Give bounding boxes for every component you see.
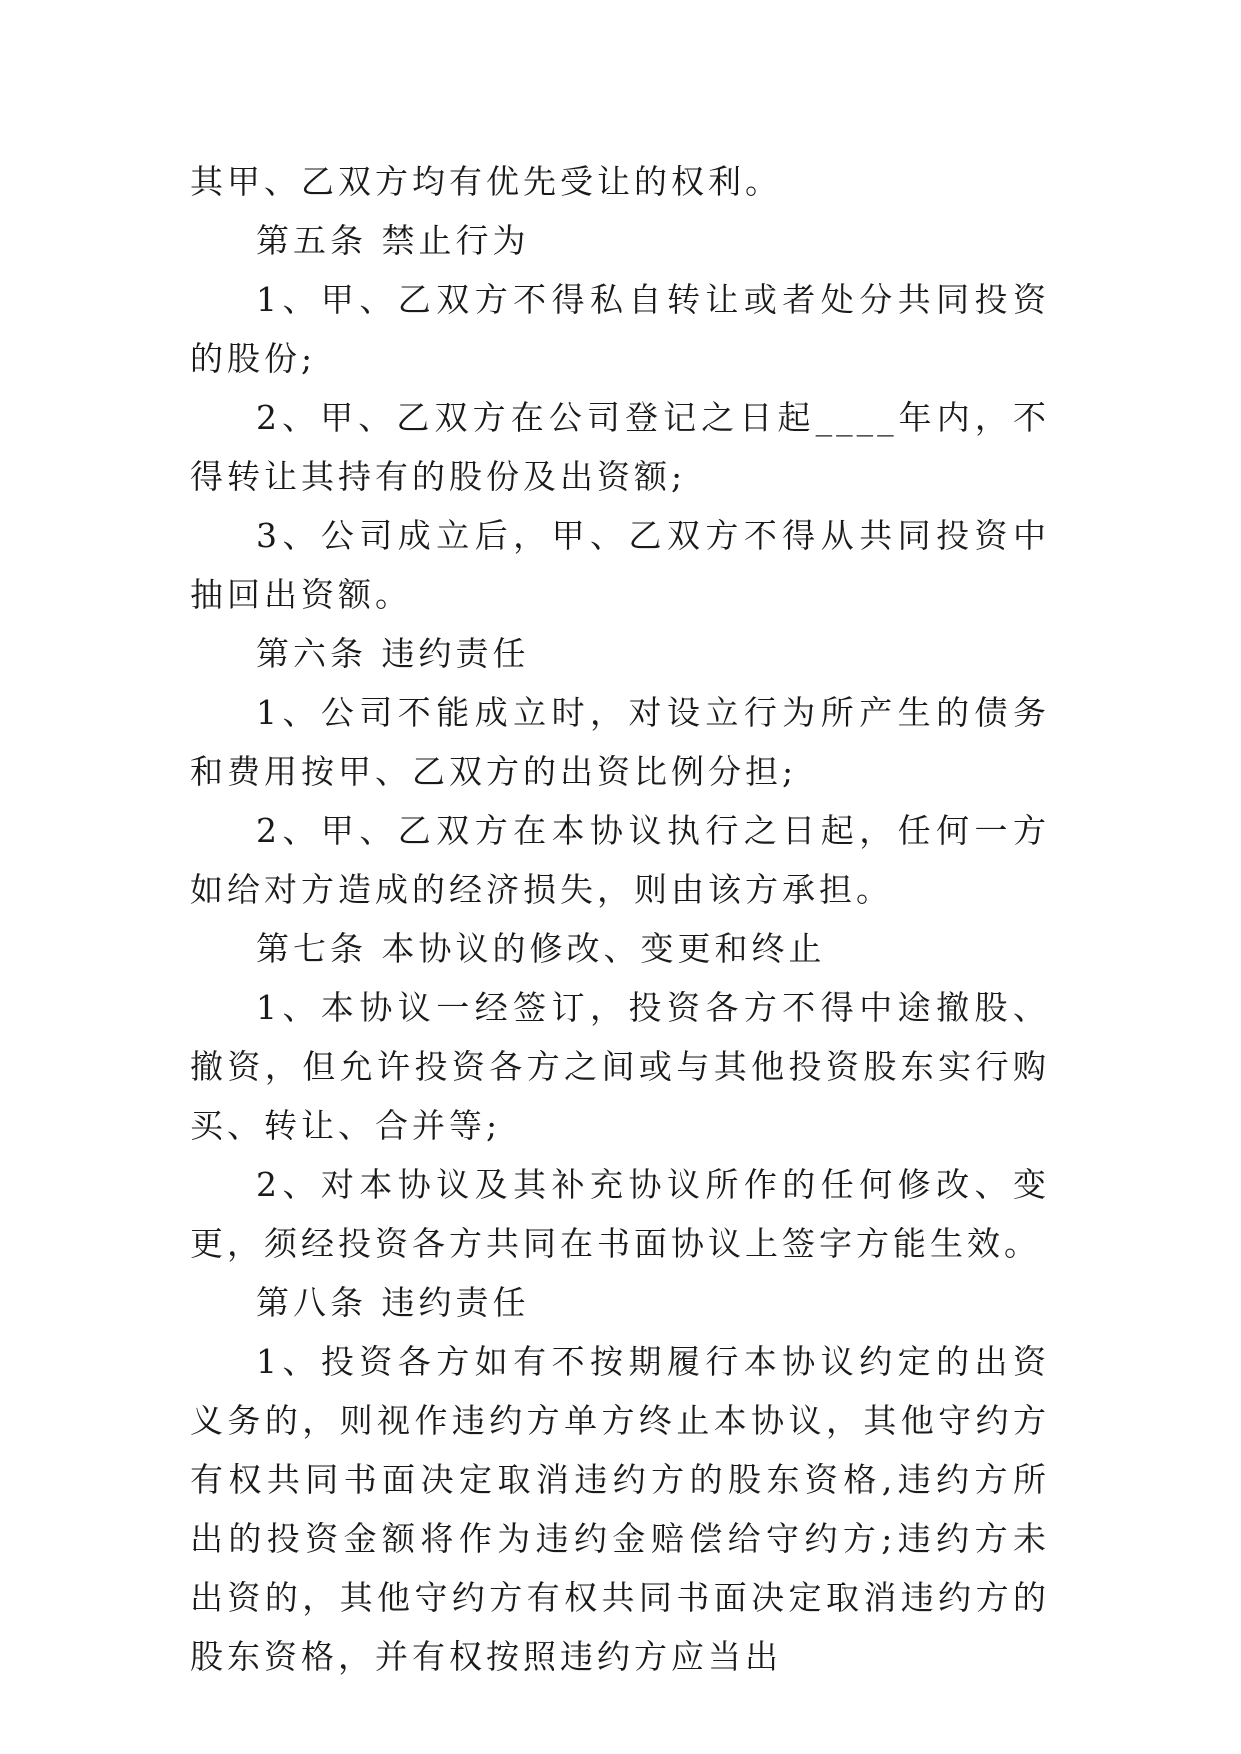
article-6-item-2: 2、甲、乙双方在本协议执行之日起，任何一方如给对方造成的经济损失，则由该方承担。 [190,811,1050,909]
paragraph-continuation: 其甲、乙双方均有优先受让的权利。 [190,162,782,201]
article-6-item-1: 1、公司不能成立时，对设立行为所产生的债务和费用按甲、乙双方的出资比例分担; [190,693,1050,791]
article-5-item-1: 1、甲、乙双方不得私自转让或者处分共同投资的股份; [190,280,1050,378]
article-7-item-1: 1、本协议一经签订，投资各方不得中途撤股、撤资，但允许投资各方之间或与其他投资股东实行购买、转让、合并等; [190,988,1050,1145]
article-6-heading: 第六条 违约责任 [256,634,530,673]
article-5-item-3: 3、公司成立后，甲、乙双方不得从共同投资中抽回出资额。 [190,516,1050,614]
article-5-heading: 第五条 禁止行为 [256,221,530,260]
document-body [190,152,1050,1686]
article-5-item-2: 2、甲、乙双方在公司登记之日起____年内，不得转让其持有的股份及出资额; [190,398,1050,496]
article-7-item-2: 2、对本协议及其补充协议所作的任何修改、变更，须经投资各方共同在书面协议上签字方能生效。 [190,1165,1050,1263]
article-8-heading: 第八条 违约责任 [256,1283,530,1322]
article-8-item-1: 1、投资各方如有不按期履行本协议约定的出资义务的，则视作违约方单方终止本协议，其他守约方有权共同书面决定取消违约方的股东资格,违约方所出的投资金额将作为违约金赔偿给守约方;违约方未出资的，其他守约方有权共同书面决定取消违约方的股东资格，并有权按照违约方应当出 [190,1342,1050,1676]
article-7-heading: 第七条 本协议的修改、变更和终止 [256,929,826,968]
